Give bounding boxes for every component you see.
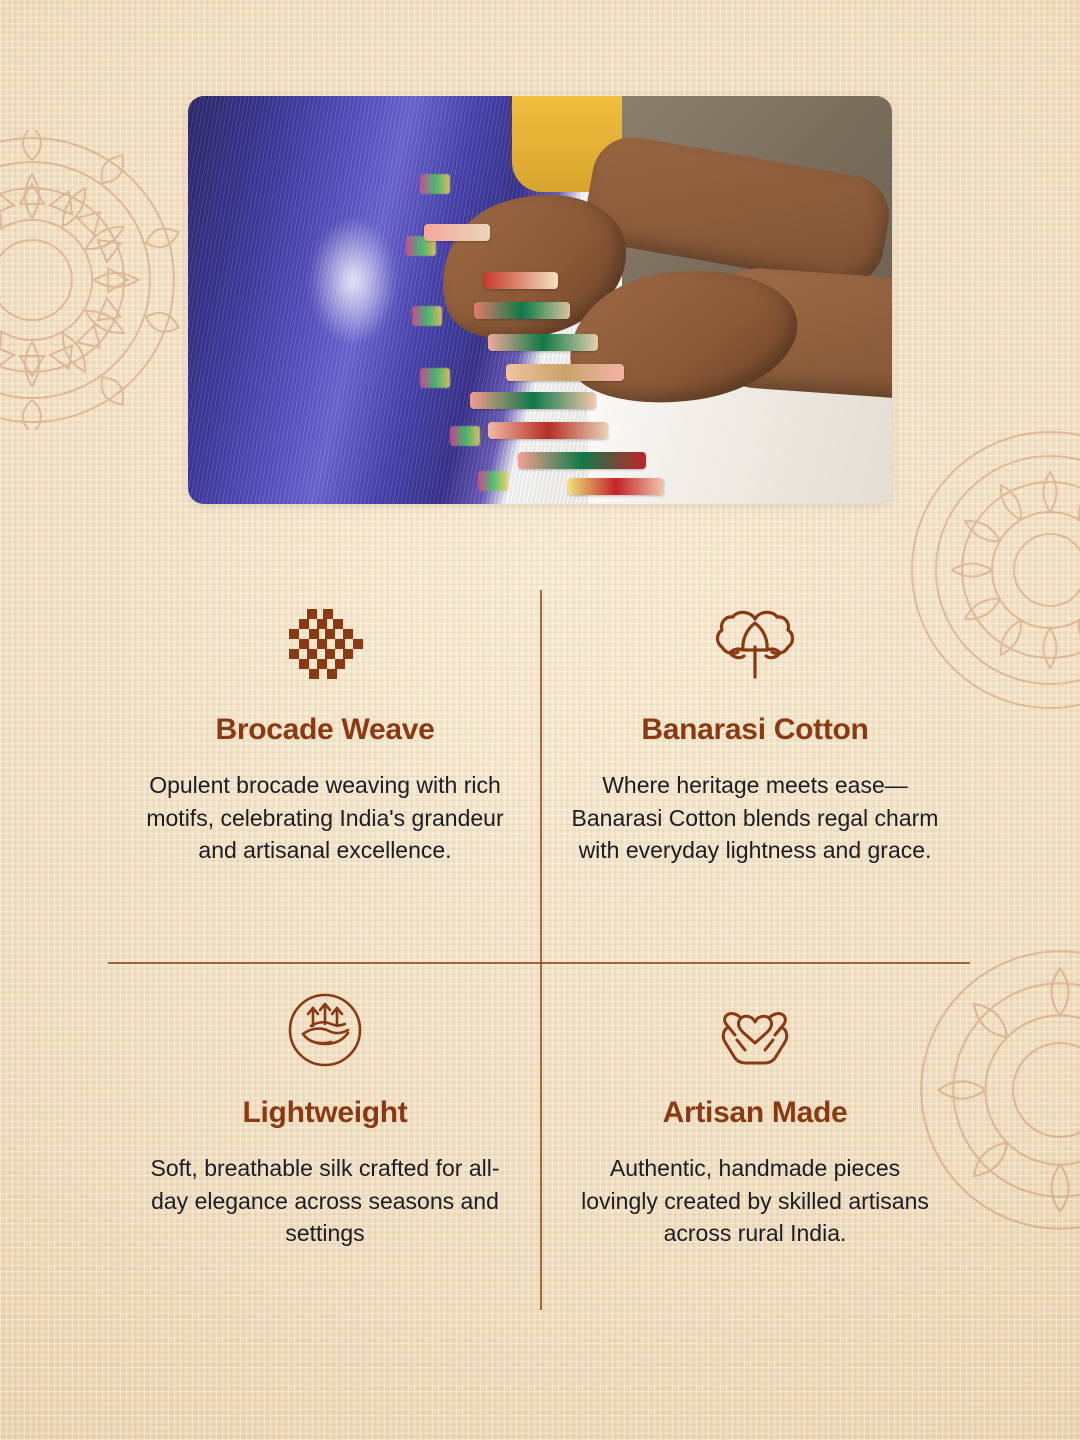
feature-card-lightweight [110, 950, 540, 1315]
feature-description: Where heritage meets ease—Banarasi Cotton blends regal charm with everyday lightness and grace. [571, 772, 939, 864]
feature-description: Opulent brocade weaving with rich motifs, celebrating India's grandeur and artisanal excellence. [146, 772, 504, 864]
feature-card-artisan-made [540, 950, 970, 1315]
feature-card-brocade-weave [110, 585, 540, 950]
feature-title: Lightweight [242, 1096, 408, 1129]
brocade-weave-icon [279, 595, 371, 699]
feature-description: Soft, breathable silk crafted for all-day elegance across seasons and settings [150, 1155, 500, 1247]
hero-image [188, 96, 892, 504]
hero-photo-canvas [188, 96, 892, 504]
hands-heart-icon [707, 978, 803, 1082]
feature-title: Artisan Made [662, 1096, 848, 1129]
feature-title: Banarasi Cotton [641, 713, 869, 746]
cotton-boll-icon [707, 595, 803, 699]
lightweight-fabric-icon [279, 978, 371, 1082]
vertical-divider [540, 590, 542, 1310]
feature-description: Authentic, handmade pieces lovingly created by skilled artisans across rural India. [581, 1155, 929, 1247]
feature-title: Brocade Weave [215, 713, 435, 746]
horizontal-divider [108, 962, 970, 964]
feature-card-banarasi-cotton [540, 585, 970, 950]
